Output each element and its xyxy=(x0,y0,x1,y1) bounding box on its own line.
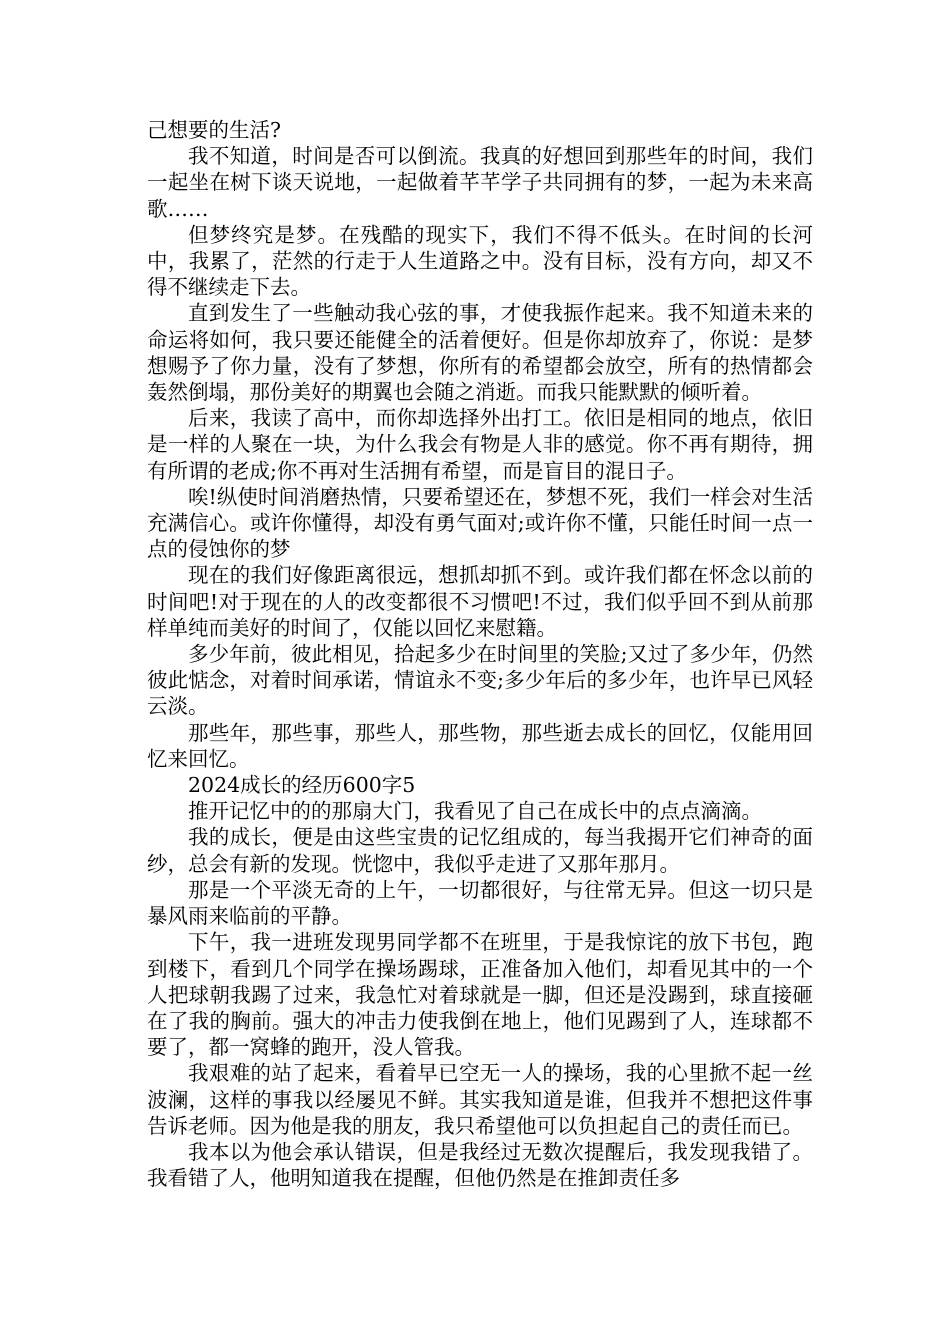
paragraph: 己想要的生活? xyxy=(147,118,281,142)
paragraph: 直到发生了一些触动我心弦的事，才使我振作起来。我不知道未来的命运将如何，我只要还能健全的活着便好。但是你却放弃了，你说：是梦想赐予了你力量，没有了梦想，你所有的希望都会放空，所有的热情都会轰然倒塌，那份美好的期翼也会随之消逝。而我只能默默的倾听着。 xyxy=(147,301,813,405)
paragraph: 我本以为他会承认错误，但是我经过无数次提醒后，我发现我错了。我看错了人，他明知道我在提醒，但他仍然是在推卸责任多 xyxy=(147,1139,813,1191)
paragraph: 我艰难的站了起来，看着早已空无一人的操场，我的心里掀不起一丝波澜，这样的事我以经屡见不鲜。其实我知道是谁，但我并不想把这件事告诉老师。因为他是我的朋友，我只希望他可以负担起自己的责任而已。 xyxy=(147,1061,813,1138)
paragraph: 下午，我一进班发现男同学都不在班里，于是我惊诧的放下书包，跑到楼下，看到几个同学在操场踢球，正准备加入他们，却看见其中的一个人把球朝我踢了过来，我急忙对着球就是一脚，但还是没踢到，球直接砸在了我的胸前。强大的冲击力使我倒在地上，他们见踢到了人，连球都不要了，都一窝蜂的跑开，没人管我。 xyxy=(147,930,813,1060)
paragraph: 后来，我读了高中，而你却选择外出打工。依旧是相同的地点，依旧是一样的人聚在一块，为什么我会有物是人非的感觉。你不再有期待，拥有所谓的老成;你不再对生活拥有希望，而是盲目的混日子。 xyxy=(147,406,813,483)
paragraph: 现在的我们好像距离很远，想抓却抓不到。或许我们都在怀念以前的时间吧!对于现在的人的改变都很不习惯吧!不过，我们似乎回不到从前那样单纯而美好的时间了，仅能以回忆来慰籍。 xyxy=(147,563,813,640)
paragraph: 多少年前，彼此相见，拾起多少在时间里的笑脸;又过了多少年，仍然彼此惦念，对着时间承诺，情谊永不变;多少年后的多少年，也许早已风轻云淡。 xyxy=(147,642,813,719)
paragraph: 推开记忆中的的那扇大门，我看见了自己在成长中的点点滴滴。 xyxy=(188,799,762,824)
paragraph: 那是一个平淡无奇的上午，一切都很好，与往常无异。但这一切只是暴风雨来临前的平静。 xyxy=(147,877,813,929)
paragraph: 唉!纵使时间消磨热情，只要希望还在，梦想不死，我们一样会对生活充满信心。或许你懂得，却没有勇气面对;或许你不懂，只能任时间一点一点的侵蚀你的梦 xyxy=(147,484,813,562)
document-page xyxy=(147,117,813,1191)
paragraph: 但梦终究是梦。在残酷的现实下，我们不得不低头。在时间的长河中，我累了，茫然的行走于人生道路之中。没有目标，没有方向，却又不得不继续走下去。 xyxy=(147,222,813,300)
paragraph: 我不知道，时间是否可以倒流。我真的好想回到那些年的时间，我们一起坐在树下谈天说地，一起做着芊芊学子共同拥有的梦，一起为未来高歌…… xyxy=(147,144,813,221)
paragraph: 我的成长，便是由这些宝贵的记忆组成的，每当我揭开它们神奇的面纱，总会有新的发现。恍惚中，我似乎走进了又那年那月。 xyxy=(147,825,813,876)
paragraph: 那些年，那些事，那些人，那些物，那些逝去成长的回忆，仅能用回忆来回忆。 xyxy=(147,720,813,771)
section-heading: 2024成长的经历600字5 xyxy=(188,773,416,798)
